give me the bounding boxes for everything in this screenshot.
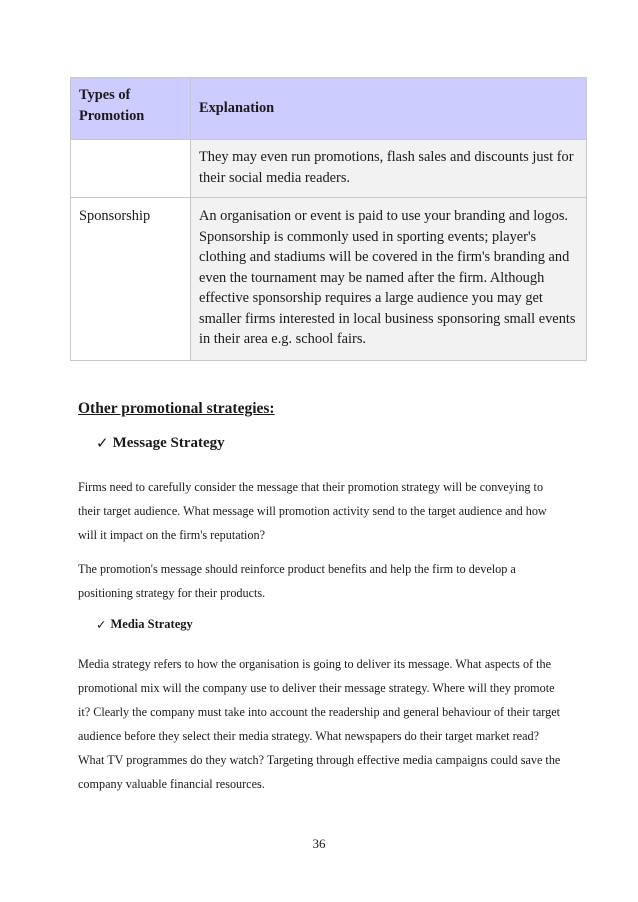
paragraph: Media strategy refers to how the organisation is going to deliver its message. What aspects of the promotional mix will the company use to deliver their message strategy. Where will they promote it? Clearly the company must take into account the readership and general behaviour of their target audience before they select their media strategy. What newspapers do their target market read? What TV programmes do they watch? Targeting through effective media campaigns could save the company valuable financial resources.	[78, 657, 561, 791]
media-strategy-title: Media Strategy	[110, 617, 193, 631]
message-strategy-title: Message Strategy	[112, 434, 225, 451]
table-row	[71, 198, 587, 361]
table-cell-explanation: An organisation or event is paid to use your branding and logos. Sponsorship is commonly used in sporting events; player's clothing and stadiums will be covered in the firm's branding and even the tournament may be named after the firm. Although effective sponsorship requires a large audience you may get smaller firms interested in local business sponsoring small events in their area e.g. school fairs.	[191, 198, 587, 361]
checkmark-icon: ✓	[96, 434, 109, 452]
table-cell-explanation: They may even run promotions, flash sales and discounts just for their social media readers.	[191, 140, 587, 198]
table-header-row	[71, 78, 587, 140]
promotion-table	[70, 77, 587, 361]
header-explanation: Explanation	[191, 78, 587, 140]
section-heading: Other promotional strategies:	[78, 400, 275, 417]
message-strategy-heading	[96, 434, 225, 452]
paragraph: The promotion's message should reinforce product benefits and help the firm to develop a positioning strategy for their products.	[78, 562, 516, 600]
table-cell-type: Sponsorship	[71, 198, 191, 361]
checkmark-icon: ✓	[96, 617, 107, 632]
table-cell-type	[71, 140, 191, 198]
paragraph: Firms need to carefully consider the message that their promotion strategy will be conveying to their target audience. What message will promotion activity send to the target audience and how will it impact on the firm's reputation?	[78, 480, 547, 542]
table-row	[71, 140, 587, 198]
page-number: 36	[312, 836, 326, 851]
header-types-of-promotion: Types of Promotion	[71, 78, 191, 140]
media-strategy-heading	[96, 617, 193, 632]
